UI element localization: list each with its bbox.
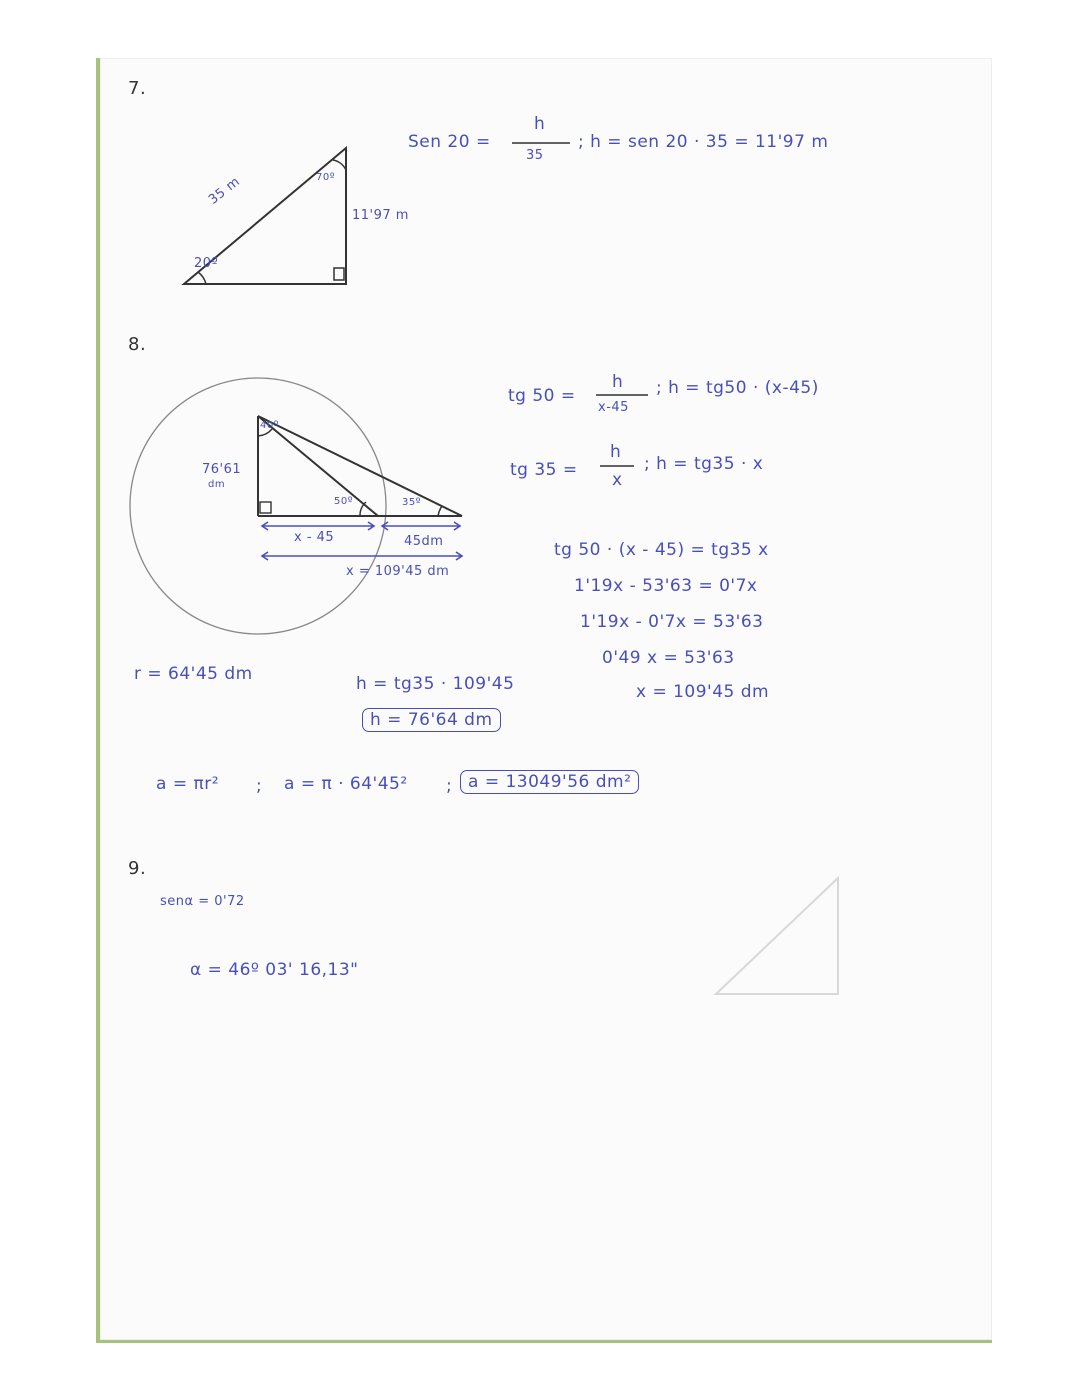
p9-eq1: senα = 0'72: [160, 894, 245, 909]
p8-angle-arc-35: [438, 506, 442, 516]
p7-frac-den: 35: [526, 148, 544, 163]
p8-h-calc: h = tg35 · 109'45: [356, 674, 515, 694]
p7-hyp-label: 35 m: [206, 174, 244, 208]
p8-step2: 1'19x - 53'63 = 0'7x: [574, 576, 758, 596]
p8-radius: r = 64'45 dm: [134, 664, 253, 684]
p7-angle-bottom-label: 20º: [194, 256, 219, 271]
p8-height-label: 76'61: [202, 462, 242, 477]
p7-angle-top-label: 70º: [316, 172, 335, 183]
p8-h-result: h = 76'64 dm: [362, 708, 501, 732]
p8-eq2-rhs: ; h = tg35 · x: [644, 454, 764, 474]
p9-eq2: α = 46º 03' 16,13": [190, 960, 359, 980]
p8-eq2-lhs: tg 35 =: [510, 460, 578, 480]
p8-eq1-den: x-45: [598, 400, 629, 415]
p7-angle-arc-bottom: [198, 272, 206, 284]
p7-eq-lhs: Sen 20 =: [408, 132, 491, 152]
p7-eq-rhs: ; h = sen 20 · 35 = 11'97 m: [578, 132, 829, 152]
p8-step1: tg 50 · (x - 45) = tg35 x: [554, 540, 769, 560]
p7-frac-num: h: [534, 114, 546, 134]
p9-number: 9.: [128, 858, 147, 879]
p8-eq2-num: h: [610, 442, 622, 462]
p8-step3: 1'19x - 0'7x = 53'63: [580, 612, 764, 632]
p8-eq1-lhs: tg 50 =: [508, 386, 576, 406]
p7-number: 7.: [128, 78, 147, 99]
p8-seg-x45-label: x - 45: [294, 530, 335, 545]
p8-area-formula: a = πr²: [156, 774, 220, 794]
p8-number: 8.: [128, 334, 147, 355]
p8-step4: 0'49 x = 53'63: [602, 648, 735, 668]
p8-eq2-den: x: [612, 470, 623, 490]
p8-area-sep: ;: [256, 776, 263, 796]
p8-angle-35-label: 35º: [402, 497, 421, 508]
p8-height-unit: dm: [208, 479, 226, 490]
bleed-through-triangle: [716, 878, 838, 994]
p8-angle-50-label: 50º: [334, 496, 353, 507]
p8-area-calc: a = π · 64'45²: [284, 774, 408, 794]
p8-seg-45-label: 45dm: [404, 534, 444, 549]
p8-area-result: a = 13049'56 dm²: [460, 770, 639, 794]
p8-seg-x-label: x = 109'45 dm: [346, 564, 450, 579]
p8-right-angle-mark: [260, 502, 271, 513]
p7-angle-arc-top: [333, 160, 346, 170]
p7-height-label: 11'97 m: [352, 208, 409, 223]
p8-eq1-num: h: [612, 372, 624, 392]
p8-angle-top-label: 40º: [260, 420, 279, 431]
p8-area-sep2: ;: [446, 776, 453, 796]
p7-right-angle-mark: [334, 268, 344, 280]
p8-step5: x = 109'45 dm: [636, 682, 770, 702]
p8-eq1-rhs: ; h = tg50 · (x-45): [656, 378, 819, 398]
